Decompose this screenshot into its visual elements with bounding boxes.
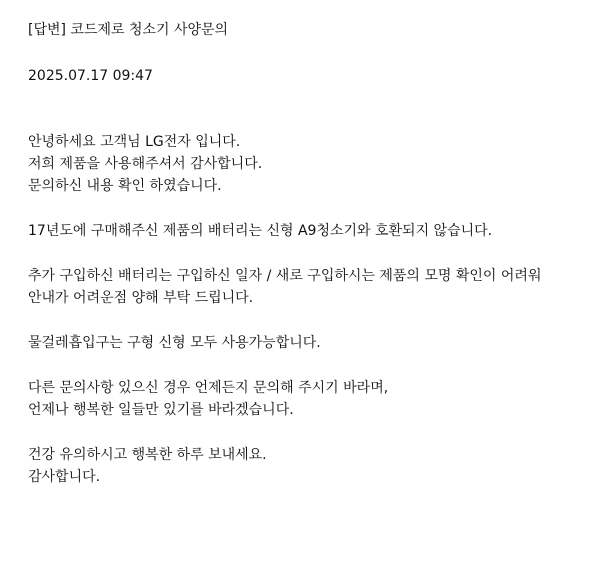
body-line: 안내가 어려운점 양해 부탁 드립니다. xyxy=(28,290,254,306)
paragraph-extra-battery xyxy=(28,265,607,309)
body-line: 감사합니다. xyxy=(28,469,101,485)
body-line: 물걸레흡입구는 구형 신형 모두 사용가능합니다. xyxy=(28,335,321,351)
body-line: 언제나 행복한 일들만 있기를 바라겠습니다. xyxy=(28,402,294,418)
body-line: 17년도에 구매해주신 제품의 배터리는 신형 A9청소기와 호환되지 않습니다. xyxy=(28,223,493,239)
message-body xyxy=(28,131,607,488)
paragraph-battery-compat xyxy=(28,220,607,242)
body-line: 추가 구입하신 배터리는 구입하신 일자 / 새로 구입하시는 제품의 모명 확인이 어려워 xyxy=(28,268,542,284)
paragraph-greeting xyxy=(28,131,607,197)
paragraph-contact xyxy=(28,377,607,421)
paragraph-closing xyxy=(28,444,607,488)
body-line: 건강 유의하시고 행복한 하루 보내세요. xyxy=(28,447,267,463)
message-title: [답변] 코드제로 청소기 사양문의 xyxy=(28,22,229,38)
message-datetime: 2025.07.17 09:47 xyxy=(28,68,153,84)
paragraph-mop-nozzle xyxy=(28,332,607,354)
body-line: 안녕하세요 고객님 LG전자 입니다. xyxy=(28,134,241,150)
body-line: 저희 제품을 사용해주셔서 감사합니다. xyxy=(28,156,263,172)
body-line: 문의하신 내용 확인 하였습니다. xyxy=(28,178,222,194)
body-line: 다른 문의사항 있으신 경우 언제든지 문의해 주시기 바라며, xyxy=(28,380,389,396)
